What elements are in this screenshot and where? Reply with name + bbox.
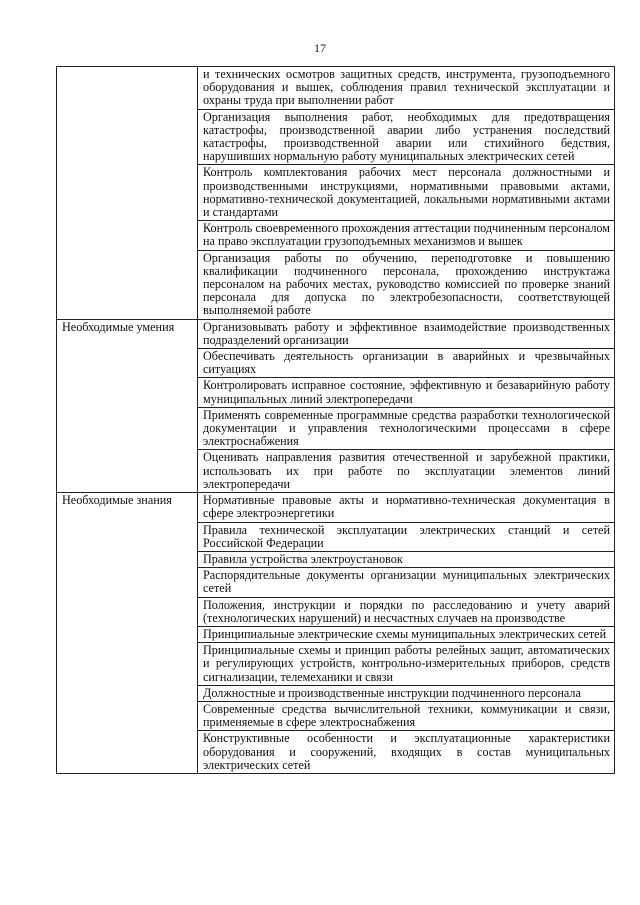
section-label: Необходимые умения	[57, 319, 198, 492]
requirement-item: Принципиальные электрические схемы муниципальных электрических сетей	[198, 626, 615, 642]
requirement-item: Применять современные программные средства разработки технологической документации и управления технологическими процессами в сфере электроснабжения	[198, 407, 615, 450]
requirement-item: Правила устройства электроустановок	[198, 551, 615, 567]
requirement-item: Распорядительные документы организации муниципальных электрических сетей	[198, 568, 615, 597]
table-row	[57, 319, 615, 348]
requirement-item: Должностные и производственные инструкции подчиненного персонала	[198, 685, 615, 701]
requirement-item: Обеспечивать деятельность организации в аварийных и чрезвычайных ситуациях	[198, 349, 615, 378]
table-row	[57, 493, 615, 522]
section-label: Необходимые знания	[57, 493, 198, 774]
requirement-item: Положения, инструкции и порядки по расследованию и учету аварий (технологических нарушений) и несчастных случаев на производстве	[198, 597, 615, 626]
requirement-item: Организация работы по обучению, переподготовке и повышению квалификации подчиненного персонала, прохождению инструктажа персоналом на рабочих местах, руководство комиссией по проверке знаний персонала для допуска по электробезопасности, соответствующей выполняемой работе	[198, 250, 615, 319]
requirements-table-body	[57, 67, 615, 774]
requirement-item: Конструктивные особенности и эксплуатационные характеристики оборудования и сооружений, входящих в состав муниципальных электрических сетей	[198, 731, 615, 774]
requirement-item: Современные средства вычислительной техники, коммуникации и связи, применяемые в сфере электроснабжения	[198, 701, 615, 730]
requirements-table	[56, 66, 615, 774]
requirement-item: Правила технической эксплуатации электрических станций и сетей Российской Федерации	[198, 522, 615, 551]
requirement-item: Организация выполнения работ, необходимых для предотвращения катастрофы, производственной аварии либо устранения последствий катастрофы, производственной аварии или стихийного бедствия, нарушивших нормальную работу муниципальных электрических сетей	[198, 109, 615, 165]
requirement-item: Принципиальные схемы и принцип работы релейных защит, автоматических и регулирующих устройств, контрольно-измерительных приборов, средств сигнализации, телемеханики и связи	[198, 643, 615, 686]
requirement-item: Контролировать исправное состояние, эффективную и безаварийную работу муниципальных линий электропередачи	[198, 378, 615, 407]
requirement-item: Контроль своевременного прохождения аттестации подчиненным персоналом на право эксплуатации грузоподъемных механизмов и вышек	[198, 221, 615, 250]
requirement-item: Контроль комплектования рабочих мест персонала должностными и производственными инструкциями, нормативными правовыми актами, нормативно-технической документацией, локальными нормативными актами и стандартами	[198, 165, 615, 221]
requirement-item: Организовывать работу и эффективное взаимодействие производственных подразделений организации	[198, 319, 615, 348]
requirement-item: Нормативные правовые акты и нормативно-техническая документация в сфере электроэнергетики	[198, 493, 615, 522]
section-label	[57, 67, 198, 320]
page-number: 17	[314, 41, 326, 55]
requirement-item: и технических осмотров защитных средств, инструмента, грузоподъемного оборудования и вышек, соблюдения правил технической эксплуатации и охраны труда при выполнении работ	[198, 67, 615, 110]
table-row	[57, 67, 615, 110]
requirement-item: Оценивать направления развития отечественной и зарубежной практики, использовать их при работе по эксплуатации элементов линий электропередачи	[198, 450, 615, 493]
